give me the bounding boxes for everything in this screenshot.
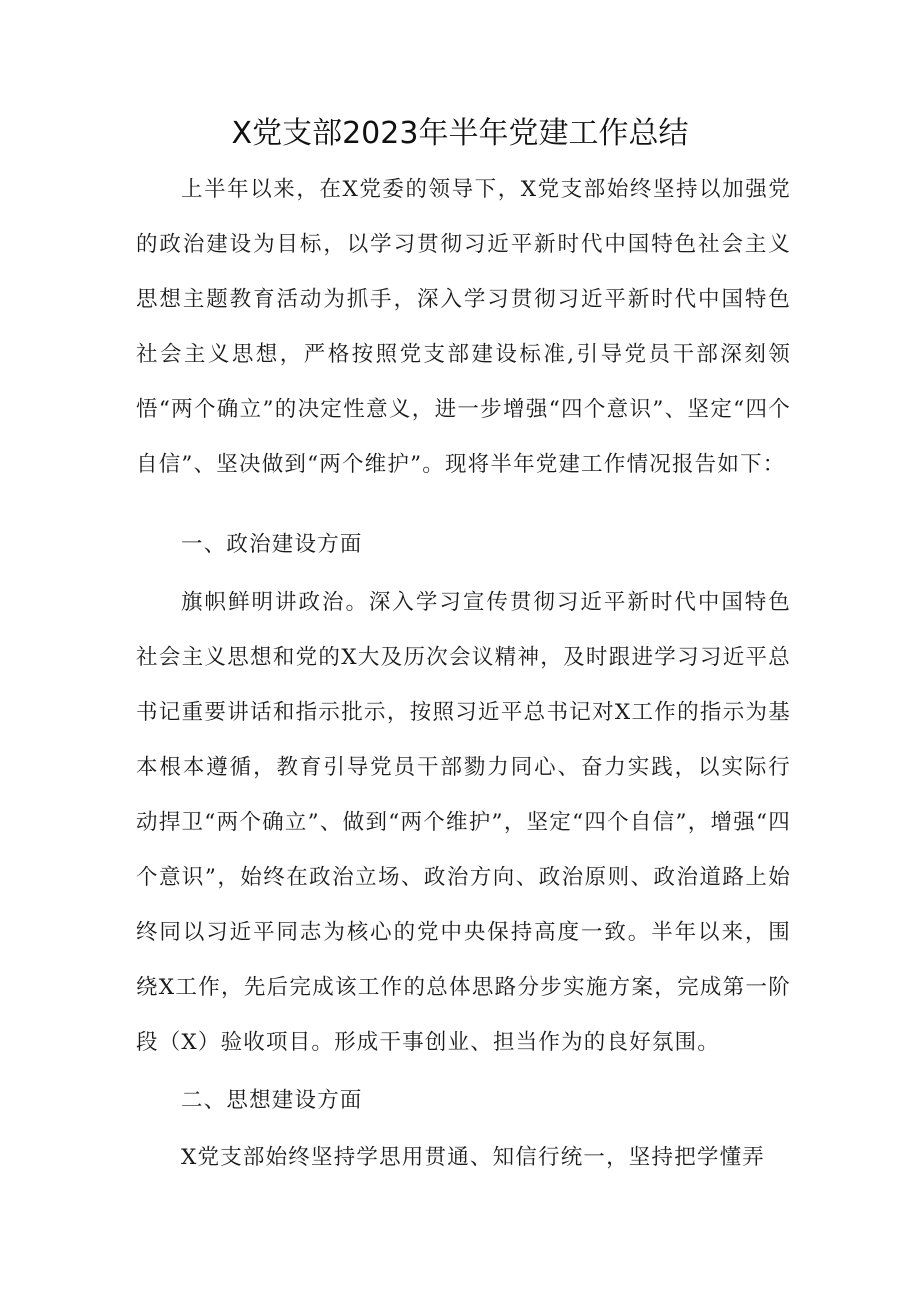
intro-paragraph: 上半年以来，在X党委的领导下，X党支部始终坚持以加强党的政治建设为目标，以学习贯彻习近平新时代中国特色社会主义思想主题教育活动为抓手，深入学习贯彻习近平新时代中国特色社会主义思想，严格按照党支部建设标准,引导党员干部深刻领悟“两个确立”的决定性意义，进一步增强“四个意识”、坚定“四个自信”、坚决做到“两个维护”。现将半年党建工作情况报告如下： — [136, 177, 791, 477]
section-heading-political: 一、政治建设方面 — [181, 532, 363, 557]
section-paragraph-political: 旗帜鲜明讲政治。深入学习宣传贯彻习近平新时代中国特色社会主义思想和党的X大及历次会议精神，及时跟进学习习近平总书记重要讲话和指示批示，按照习近平总书记对X工作的指示为基本根本遵循，教育引导党员干部勠力同心、奋力实践，以实际行动捍卫“两个确立”、做到“两个维护”，坚定“四个自信”，增强“四个意识”，始终在政治立场、政治方向、政治原则、政治道路上始终同以习近平同志为核心的党中央保持高度一致。半年以来，围绕X工作，先后完成该工作的总体思路分步实施方案，完成第一阶段（X）验收项目。形成干事创业、担当作为的良好氛围。 — [136, 590, 791, 1055]
section-heading-ideological: 二、思想建设方面 — [181, 1088, 363, 1113]
section-paragraph-ideological: X党支部始终坚持学思用贯通、知信行统一，坚持把学懂弄 — [181, 1145, 766, 1170]
document-title: X党支部2023年半年党建工作总结 — [231, 116, 689, 151]
